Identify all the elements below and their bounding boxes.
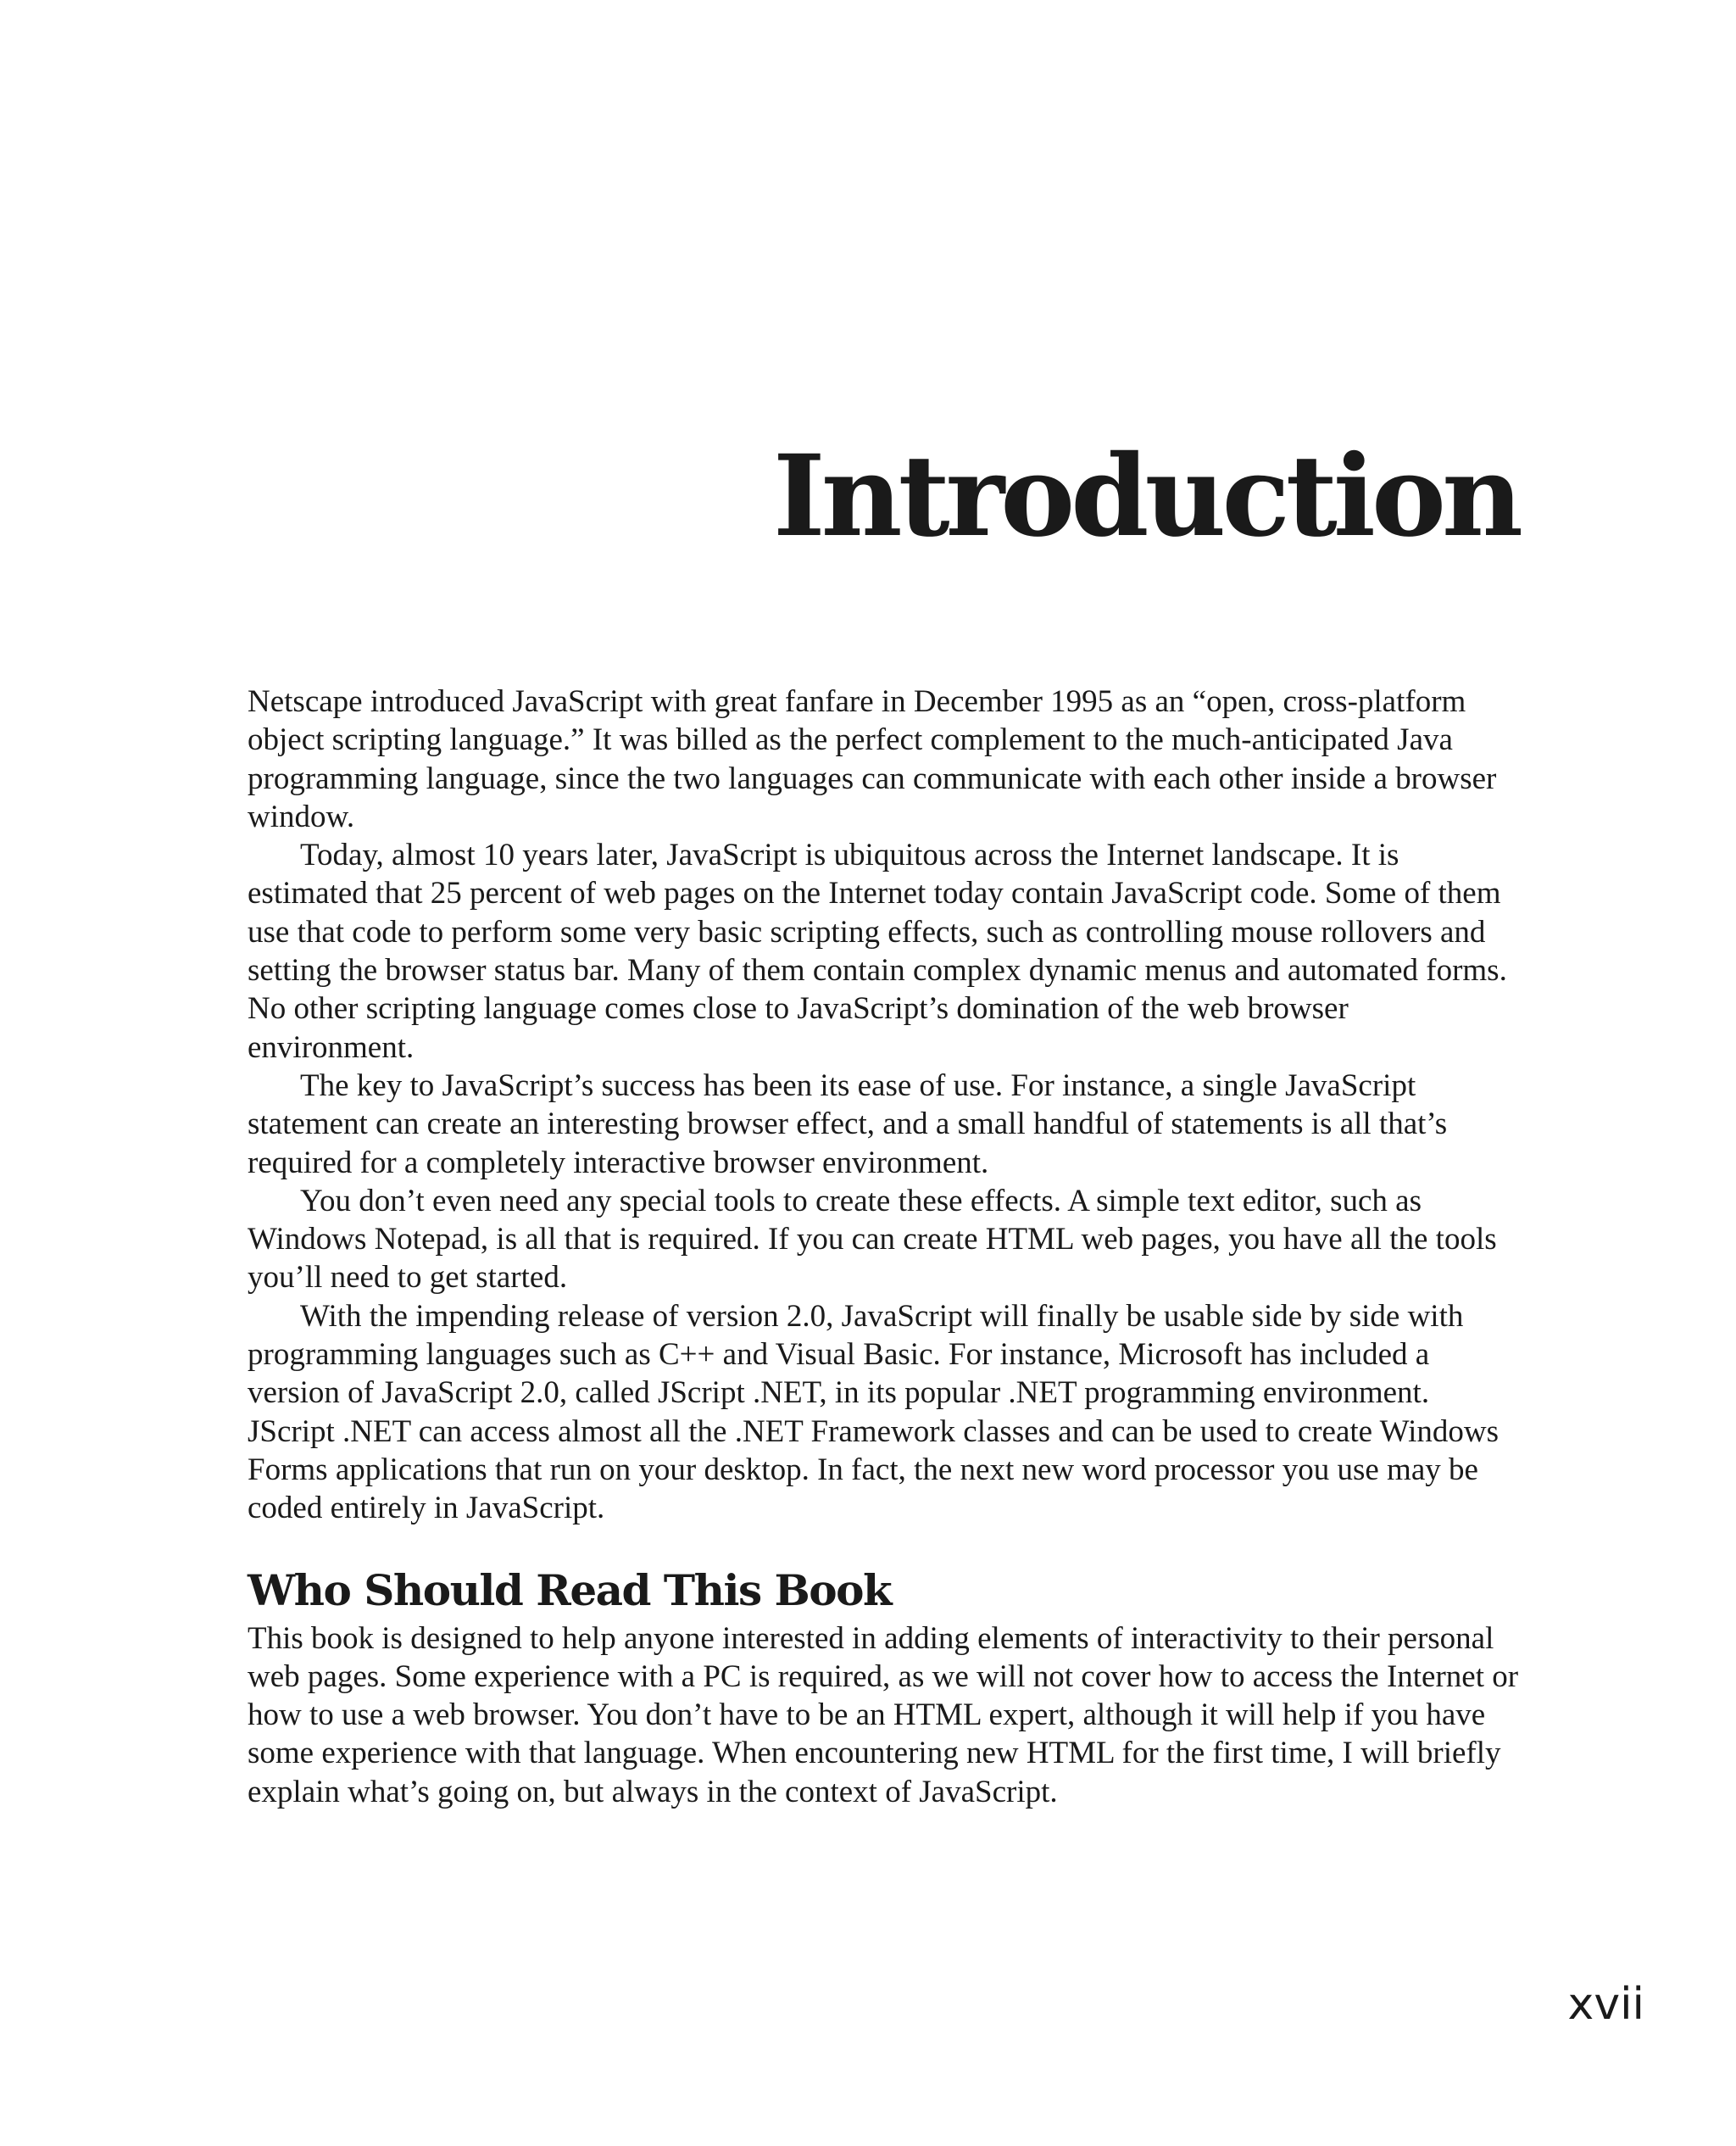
section-paragraph-1: This book is designed to help anyone interested in adding elements of interactivity to their personal web pages. Some experience with a PC is required, as we will not cover how to access the Internet or how to use a web browser. You don’t have to be an HTML expert, although it will help if you have some experience with that language. When encountering new HTML for the first time, I will briefly explain what’s going on, but always in the context of JavaScript.	[248, 1620, 1519, 1809]
chapter-title: Introduction	[772, 431, 1519, 562]
intro-paragraph-3: The key to JavaScript’s success has been its ease of use. For instance, a single JavaScript statement can create an interesting browser effect, and a small handful of statements is all that’s required for a completely interactive browser environment.	[248, 1067, 1448, 1180]
intro-paragraph-1: Netscape introduced JavaScript with great fanfare in December 1995 as an “open, cross-platform object scripting language.” It was billed as the perfect complement to the much-anticipated Java programming language, since the two languages can communicate with each other inside a browser window.	[248, 684, 1497, 834]
intro-paragraph-4: You don’t even need any special tools to create these effects. A simple text editor, such as Windows Notepad, is all that is required. If you can create HTML web pages, you have all the tools you’ll need to get started.	[248, 1183, 1497, 1296]
body-text	[248, 683, 1519, 1811]
page-number: xvii	[1567, 1979, 1644, 2030]
section-heading: Who Should Read This Book	[248, 1564, 892, 1615]
intro-paragraph-5: With the impending release of version 2.0, JavaScript will finally be usable side by side with programming languages such as C++ and Visual Basic. For instance, Microsoft has included a version of JavaScript 2.0, called JScript .NET, in its popular .NET programming environment. JScript .NET can access almost all the .NET Framework classes and can be used to create Windows Forms applications that run on your desktop. In fact, the next new word processor you use may be coded entirely in JavaScript.	[248, 1298, 1500, 1526]
intro-paragraph-2: Today, almost 10 years later, JavaScript is ubiquitous across the Internet landscape. It is estimated that 25 percent of web pages on the Internet today contain JavaScript code. Some of them use that code to perform some very basic scripting effects, such as controlling mouse rollovers and setting the browser status bar. Many of them contain complex dynamic menus and automated forms. No other scripting language comes close to JavaScript’s domination of the web browser environment.	[248, 838, 1507, 1065]
